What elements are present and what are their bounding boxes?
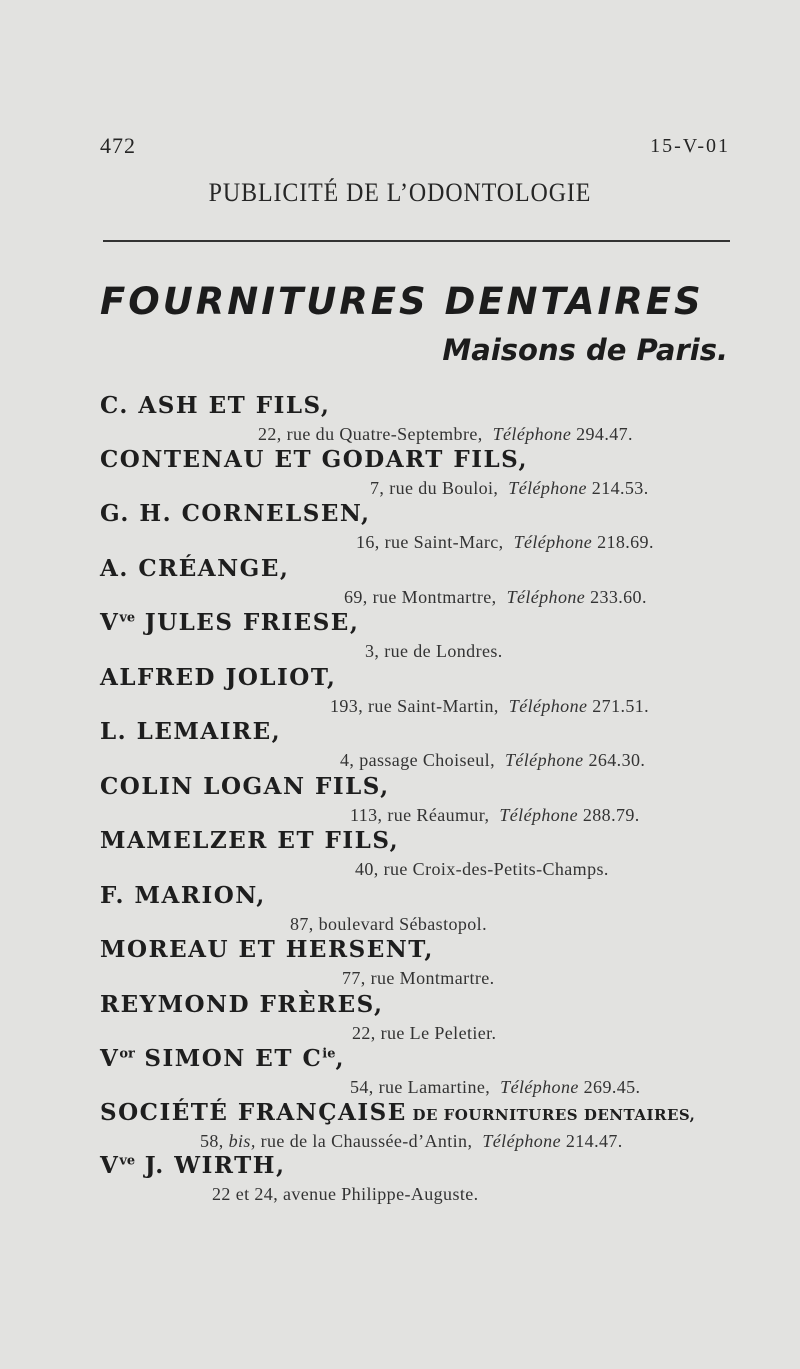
header-rule <box>103 240 730 242</box>
supplier-name: $V^{or}$ SIMON ET $C^{ie}$, <box>100 1045 345 1072</box>
issue-date: 15-V-01 <box>650 135 730 157</box>
main-title: FOURNITURES DENTAIRES <box>100 280 704 323</box>
supplier-name: COLIN LOGAN FILS, <box>100 773 390 800</box>
supplier-address: 193, rue Saint-Martin, Téléphone 271.51. <box>330 696 650 716</box>
supplier-address: 69, rue Montmartre, Téléphone 233.60. <box>344 587 647 607</box>
supplier-name: CONTENAU ET GODART FILS, <box>100 446 528 473</box>
supplier-address: 4, passage Choiseul, Téléphone 264.30. <box>340 750 646 770</box>
supplier-address: 22, rue du Quatre-Septembre, Téléphone 294.47. <box>258 424 633 444</box>
page-number: 472 <box>100 133 136 158</box>
supplier-name: REYMOND FRÈRES, <box>100 991 384 1018</box>
supplier-name: $V^{ve}$ JULES FRIESE, <box>100 609 360 636</box>
supplier-name: A. CRÉANGE, <box>100 555 290 582</box>
supplier-address: 22 et 24, avenue Philippe-Auguste. <box>212 1184 479 1204</box>
supplier-address: 7, rue du Bouloi, Téléphone 214.53. <box>370 478 649 498</box>
supplier-name: $V^{ve}$ J. WIRTH, <box>100 1152 286 1179</box>
supplier-address: 113, rue Réaumur, Téléphone 288.79. <box>350 805 640 825</box>
supplier-address: 58, bis, rue de la Chaussée-d’Antin, Téléphone 214.47. <box>200 1131 623 1151</box>
supplier-address: 40, rue Croix-des-Petits-Champs. <box>355 859 609 879</box>
supplier-name: SOCIÉTÉ FRANÇAISE DE FOURNITURES DENTAIRES, <box>100 1099 696 1126</box>
subtitle: Maisons de Paris. <box>442 333 728 367</box>
supplier-address: 16, rue Saint-Marc, Téléphone 218.69. <box>356 532 654 552</box>
supplier-name: ALFRED JOLIOT, <box>100 664 337 691</box>
supplier-address: 87, boulevard Sébastopol. <box>290 914 487 934</box>
supplier-name: F. MARION, <box>100 882 266 909</box>
supplier-name: C. ASH ET FILS, <box>100 392 331 419</box>
supplier-name: MOREAU ET HERSENT, <box>100 936 434 963</box>
running-title: PUBLICITÉ DE L’ODONTOLOGIE <box>208 178 592 207</box>
supplier-name: MAMELZER ET FILS, <box>100 827 400 854</box>
supplier-name: L. LEMAIRE, <box>100 718 282 745</box>
supplier-name: G. H. CORNELSEN, <box>100 500 371 527</box>
supplier-address: 77, rue Montmartre. <box>342 968 495 988</box>
supplier-address: 22, rue Le Peletier. <box>352 1023 497 1043</box>
supplier-address: 3, rue de Londres. <box>365 641 503 661</box>
supplier-address: 54, rue Lamartine, Téléphone 269.45. <box>350 1077 641 1097</box>
